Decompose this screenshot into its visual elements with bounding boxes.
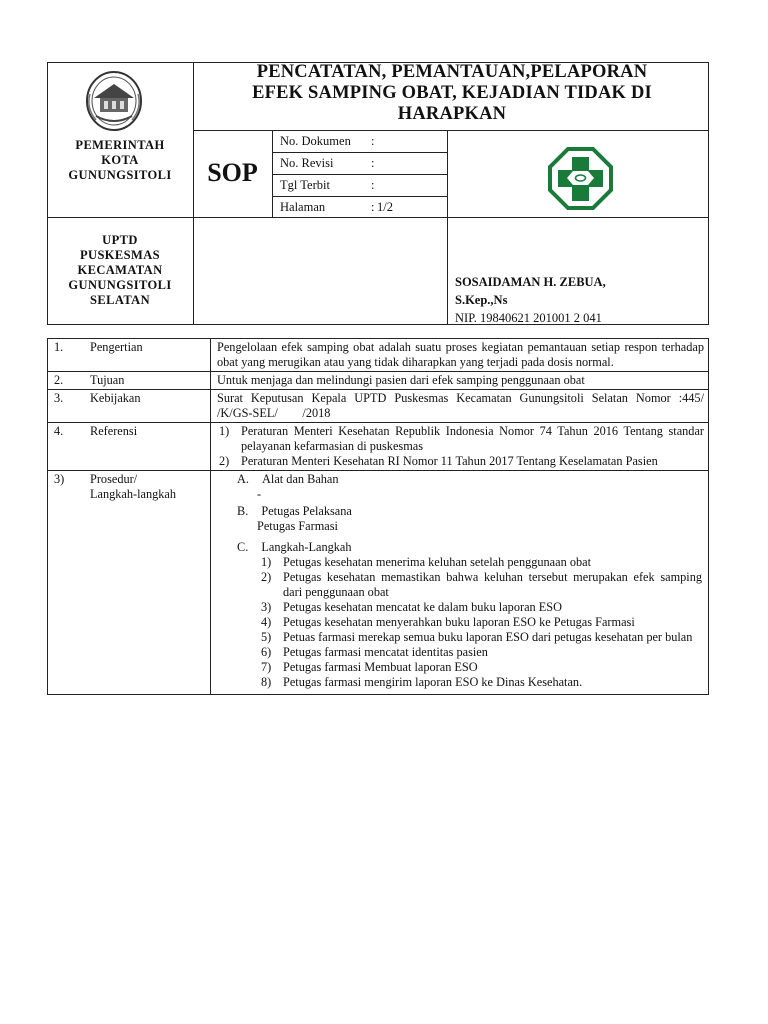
signature-block bbox=[455, 273, 606, 327]
meta-label-no-revisi: No. Revisi bbox=[280, 156, 334, 170]
list-item: 8) Petugas farmasi mengirim laporan ESO ke Dinas Kesehatan. bbox=[261, 675, 583, 689]
list-item: 1) Peraturan Menteri Kesehatan Republik Indonesia Nomor 74 Tahun 2016 Tentang standar pelayanan kefarmasian di puskesmas bbox=[219, 424, 704, 453]
sop-label: SOP bbox=[207, 158, 258, 187]
section-b: B. Petugas Pelaksana bbox=[237, 504, 352, 518]
row-pengertian: 1. Pengertian Pengelolaan efek samping obat adalah suatu proses kegiatan pemantauan setiap respon terhadap obat yang merugikan atau yang tidak diharapkan yang terjadi pada dosis normal. bbox=[48, 339, 709, 372]
section-c: C. Langkah-Langkah bbox=[237, 540, 352, 554]
sop-content-table bbox=[47, 338, 723, 695]
row-tujuan: 2. Tujuan Untuk menjaga dan melindungi pasien dari efek samping penggunaan obat bbox=[48, 372, 709, 390]
row-prosedur: 3) Prosedur/ Langkah-langkah A. Alat dan Bahan - B. Petugas Pelaksana Petugas Farmasi C. Langkah-Langkah 1) Petugas kesehatan menerima keluhan setelah penggunaan obat 2) Petugas kesehatan memastikan bahwa keluhan tersebut merupakan efek samping dari penggunaan obat 3) Petugas kesehatan mencatat ke dalam buku laporan ESO 4) Petugas kesehatan menyerahkan buku laporan ESO ke Petugas Farmasi 5) Petuas farmasi merekap semua buku laporan ESO dari petugas kesehatan per bulan 6) Petugas farmasi mencatat identitas pasien 7) Petugas farmasi Membuat laporan ESO 8) Petugas farmasi mengirim laporan ESO ke Dinas Kesehatan. bbox=[48, 471, 709, 695]
puskesmas-logo bbox=[548, 147, 613, 210]
signer-title: S.Kep.,Ns bbox=[455, 293, 508, 307]
row-referensi: 4. Referensi 1) Peraturan Menteri Kesehatan Republik Indonesia Nomor 74 Tahun 2016 Tentang standar pelayanan kefarmasian di puskesmas 2) Peraturan Menteri Kesehatan RI Nomor 11 Tahun 2017 Tentang Keselamatan Pasien bbox=[48, 423, 709, 471]
list-item: 2) Petugas kesehatan memastikan bahwa keluhan tersebut merupakan efek samping dari penggunaan obat bbox=[261, 570, 702, 599]
unit-name: UPTD PUSKESMAS KECAMATAN GUNUNGSITOLI SELATAN bbox=[68, 233, 172, 307]
meta-label-halaman: Halaman bbox=[280, 200, 326, 214]
list-item: 4) Petugas kesehatan menyerahkan buku laporan ESO ke Petugas Farmasi bbox=[261, 615, 635, 629]
steps-list bbox=[259, 555, 702, 690]
row-kebijakan: 3. Kebijakan Surat Keputusan Kepala UPTD Puskesmas Kecamatan Gunungsitoli Selatan Nomor :445/ /K/GS-SEL/ /2018 bbox=[48, 390, 709, 423]
meta-sep: : bbox=[371, 178, 375, 192]
list-item: 7) Petugas farmasi Membuat laporan ESO bbox=[261, 660, 478, 674]
city-seal-logo bbox=[82, 68, 146, 134]
government-name: PEMERINTAH KOTA GUNUNGSITOLI bbox=[68, 138, 172, 182]
list-item: 3) Petugas kesehatan mencatat ke dalam buku laporan ESO bbox=[261, 600, 562, 614]
meta-sep: : bbox=[371, 156, 375, 170]
meta-value-halaman: 1/2 bbox=[377, 200, 393, 214]
meta-label-no-dokumen: No. Dokumen bbox=[280, 134, 351, 148]
reference-list bbox=[217, 424, 704, 469]
list-item: 1) Petugas kesehatan menerima keluhan setelah penggunaan obat bbox=[261, 555, 591, 569]
list-item: 6) Petugas farmasi mencatat identitas pasien bbox=[261, 645, 488, 659]
meta-sep: : bbox=[371, 200, 375, 214]
list-item: 5) Petuas farmasi merekap semua buku laporan ESO dari petugas kesehatan per bulan bbox=[261, 630, 693, 644]
section-a: A. Alat dan Bahan bbox=[237, 472, 339, 486]
list-item: 2) Peraturan Menteri Kesehatan RI Nomor 11 Tahun 2017 Tentang Keselamatan Pasien bbox=[219, 454, 658, 468]
signer-nip: NIP. 19840621 201001 2 041 bbox=[455, 311, 602, 325]
document-title: PENCATATAN, PEMANTAUAN,PELAPORAN EFEK SAMPING OBAT, KEJADIAN TIDAK DI HARAPKAN bbox=[252, 62, 652, 124]
meta-label-tgl-terbit: Tgl Terbit bbox=[280, 178, 330, 192]
signer-name: SOSAIDAMAN H. ZEBUA, bbox=[455, 275, 606, 289]
meta-sep: : bbox=[371, 134, 375, 148]
